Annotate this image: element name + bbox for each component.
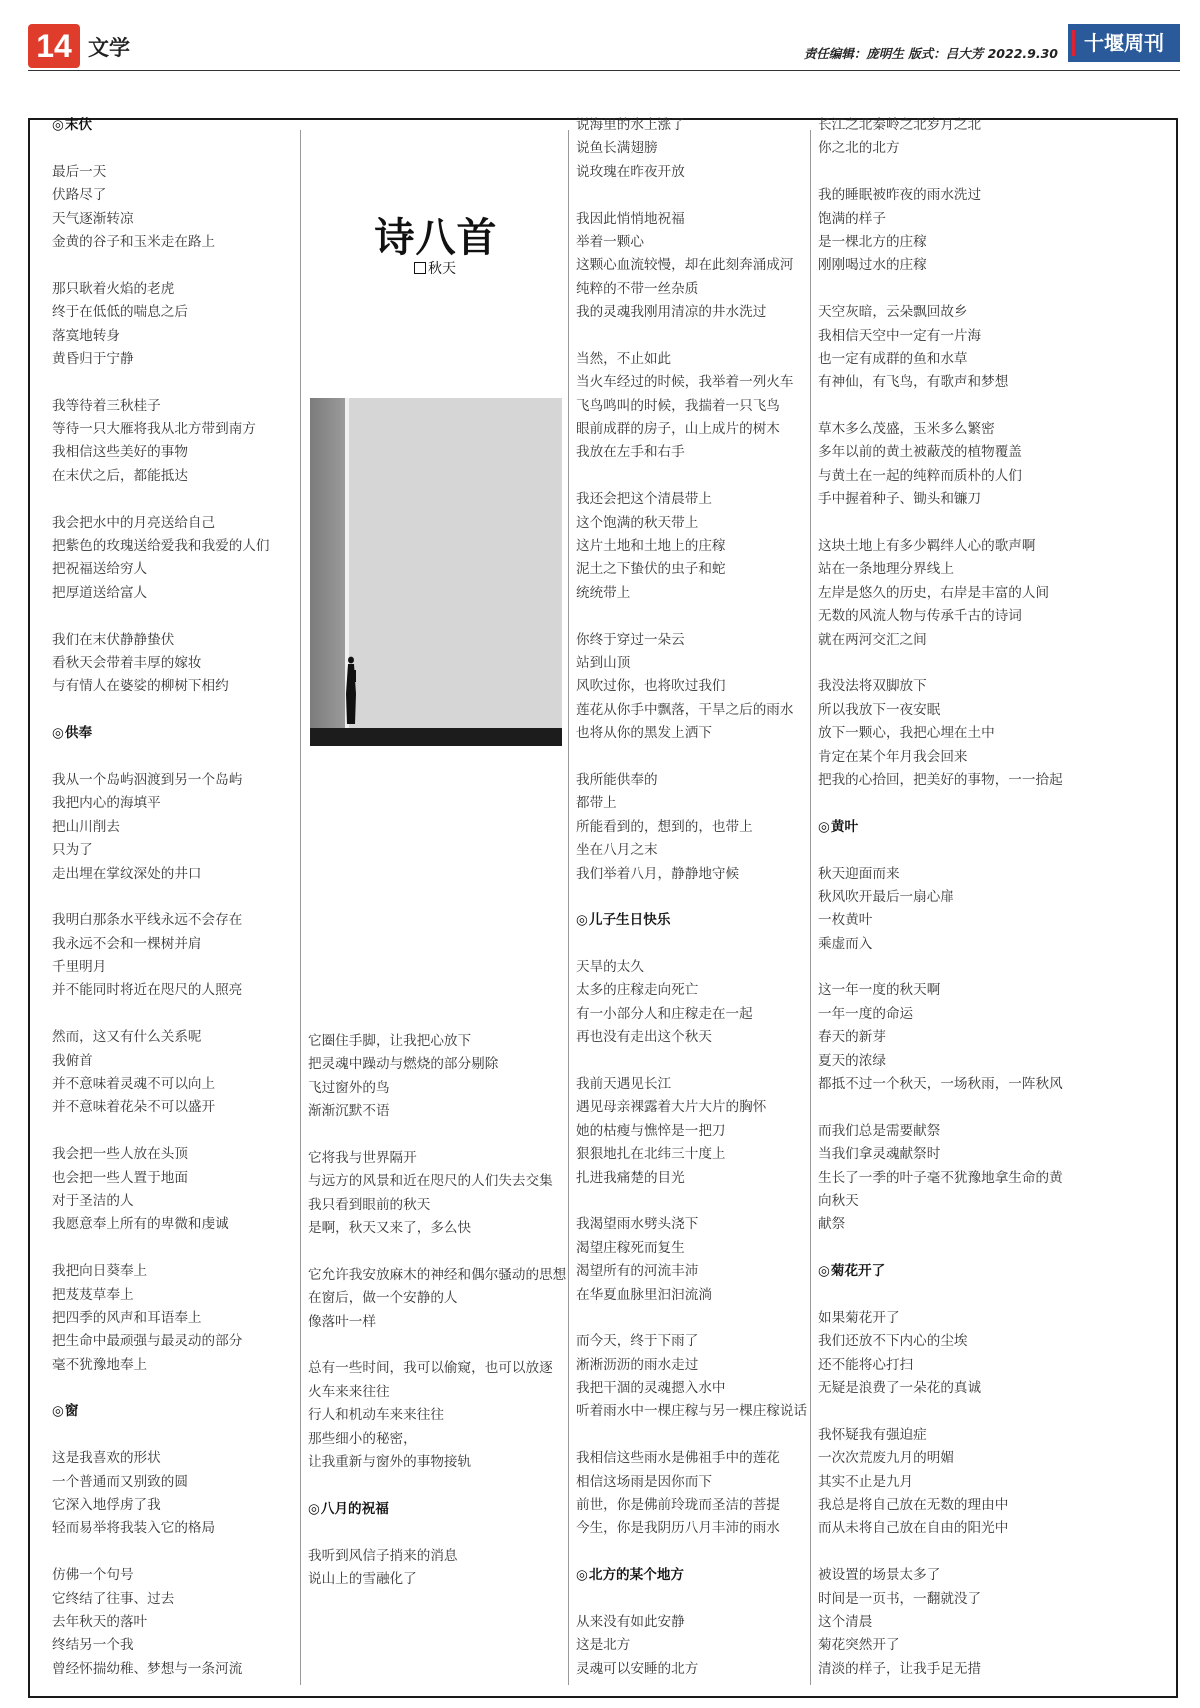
poem-subtitle: ◎ 菊花开了 bbox=[818, 1260, 1063, 1283]
stanza-break bbox=[52, 746, 270, 769]
poem-line: 总有一些时间，我可以偷窥，也可以放逐 bbox=[308, 1360, 553, 1377]
poem-line: 我相信这些美好的事物 bbox=[52, 444, 188, 461]
poem-line: 风吹过你，也将吹过我们 bbox=[576, 678, 726, 695]
stanza-break bbox=[818, 652, 1063, 675]
poem-line: 走出埋在掌纹深处的井口 bbox=[52, 865, 202, 882]
poem-line: 长江之北秦岭之北岁月之北 bbox=[818, 117, 982, 133]
poem-line: 我把向日葵奉上 bbox=[52, 1263, 148, 1280]
poem-line: 莲花从你手中飘落，干旱之后的雨水 bbox=[576, 701, 794, 718]
poem-line: 生长了一季的叶子毫不犹豫地拿生命的黄 bbox=[818, 1169, 1063, 1186]
stanza-break bbox=[52, 371, 270, 394]
poem-line: 与有情人在婆娑的柳树下相约 bbox=[52, 678, 229, 695]
column-divider bbox=[810, 130, 811, 1685]
poem-line: 那只耿着火焰的老虎 bbox=[52, 280, 175, 297]
poem-line: 扎进我痛楚的目光 bbox=[576, 1169, 685, 1186]
stanza-break bbox=[818, 839, 1063, 862]
poem-line: 它终结了往事、过去 bbox=[52, 1590, 175, 1607]
stanza-break bbox=[52, 1424, 270, 1447]
poem-subtitle: ◎ 窗 bbox=[52, 1400, 270, 1423]
stanza-break bbox=[818, 956, 1063, 979]
poem-line: 最后一天 bbox=[52, 163, 107, 180]
poem-subtitle: ◎ 末伏 bbox=[52, 114, 270, 137]
stanza-break bbox=[576, 605, 807, 628]
poem-line: 我等待着三秋桂子 bbox=[52, 397, 161, 414]
poem-line: 我们在末伏静静蛰伏 bbox=[52, 631, 175, 648]
poem-line: 你终于穿过一朵云 bbox=[576, 631, 685, 648]
poem-line: 我从一个岛屿泅渡到另一个岛屿 bbox=[52, 771, 243, 788]
poem-line: 说玫瑰在昨夜开放 bbox=[576, 163, 685, 180]
poem-line: 我把内心的海填平 bbox=[52, 795, 161, 812]
stanza-break bbox=[818, 512, 1063, 535]
stanza-break bbox=[52, 137, 270, 160]
poem-line: 我相信这些雨水是佛祖手中的莲花 bbox=[576, 1450, 780, 1467]
poem-subtitle: ◎ 供奉 bbox=[52, 722, 270, 745]
poem-line: 献祭 bbox=[818, 1216, 846, 1233]
poem-line: 我的睡眠被昨夜的雨水洗过 bbox=[818, 187, 982, 204]
poem-line: 有神仙，有飞鸟，有歌声和梦想 bbox=[818, 374, 1009, 391]
poem-line: 如果菊花开了 bbox=[818, 1309, 900, 1326]
poem-line: 统统带上 bbox=[576, 584, 631, 601]
poem-line: 把灵魂中躁动与燃烧的部分剔除 bbox=[308, 1056, 499, 1073]
stanza-break bbox=[52, 1120, 270, 1143]
stanza-break bbox=[576, 325, 807, 348]
poem-line: 纯粹的不带一丝杂质 bbox=[576, 280, 699, 297]
poem-line: 天空灰暗，云朵飘回故乡 bbox=[818, 304, 968, 321]
poem-line: 把祝福送给穷人 bbox=[52, 561, 148, 578]
poem-line: 狠狠地扎在北纬三十度上 bbox=[576, 1146, 726, 1163]
poem-line: 都抵不过一个秋天，一场秋雨，一阵秋风 bbox=[818, 1076, 1063, 1093]
poem-line: 飞鸟鸣叫的时候，我揣着一只飞鸟 bbox=[576, 397, 780, 414]
poem-line: 夏天的浓绿 bbox=[818, 1052, 886, 1069]
stanza-break bbox=[52, 488, 270, 511]
stanza-break bbox=[52, 1377, 270, 1400]
poem-line: 毫不犹豫地奉上 bbox=[52, 1356, 148, 1373]
stanza-break bbox=[576, 1588, 807, 1611]
poem-line: 灵魂可以安睡的北方 bbox=[576, 1660, 699, 1677]
poem-line: 它允许我安放麻木的神经和偶尔骚动的思想 bbox=[308, 1266, 567, 1283]
poem-line: 我愿意奉上所有的卑微和虔诚 bbox=[52, 1216, 229, 1233]
poem-line: 左岸是悠久的历史，右岸是丰富的人间 bbox=[818, 584, 1050, 601]
poem-line: 也将从你的黑发上洒下 bbox=[576, 725, 712, 742]
poem-line: 并不能同时将近在咫尺的人照亮 bbox=[52, 982, 243, 999]
stanza-break bbox=[818, 278, 1063, 301]
poem-line: 落寞地转身 bbox=[52, 327, 120, 344]
stanza-break bbox=[576, 886, 807, 909]
poem-line: 时间是一页书，一翻就没了 bbox=[818, 1590, 982, 1607]
stanza-break bbox=[576, 1307, 807, 1330]
column-divider bbox=[568, 130, 569, 1685]
poem-line: 说山上的雪融化了 bbox=[308, 1570, 417, 1587]
poem-line: 说海里的水上涨了 bbox=[576, 117, 685, 133]
stanza-break bbox=[308, 1521, 566, 1544]
stanza-break bbox=[52, 699, 270, 722]
poem-line: 听着雨水中一棵庄稼与另一棵庄稼说话 bbox=[576, 1403, 808, 1420]
poem-line: 把山川削去 bbox=[52, 818, 120, 835]
poem-line: 站到山顶 bbox=[576, 654, 631, 671]
poem-line: 轻而易举将我装入它的格局 bbox=[52, 1520, 216, 1537]
stanza-break bbox=[818, 1541, 1063, 1564]
brand-name: 十堰周刊 bbox=[1084, 31, 1164, 55]
poem-line: 无数的风流人物与传承千古的诗词 bbox=[818, 608, 1022, 625]
poem-line: 饱满的样子 bbox=[818, 210, 886, 227]
poem-line: 一枚黄叶 bbox=[818, 912, 873, 929]
editor-credits: 责任编辑：庞明生 版式：吕大芳 2022.9.30 bbox=[803, 46, 1058, 61]
text-column-1 bbox=[52, 114, 270, 1681]
stanza-break bbox=[308, 1241, 566, 1264]
poem-line: 就在两河交汇之间 bbox=[818, 631, 927, 648]
poem-line: 被设置的场景太多了 bbox=[818, 1567, 941, 1584]
poem-line: 看秋天会带着丰厚的嫁妆 bbox=[52, 654, 202, 671]
text-column-2 bbox=[308, 1030, 566, 1591]
poem-line: 与远方的风景和近在咫尺的人们失去交集 bbox=[308, 1173, 553, 1190]
poem-line: 我只看到眼前的秋天 bbox=[308, 1196, 431, 1213]
poem-line: 手中握着种子、锄头和镰刀 bbox=[818, 491, 982, 508]
text-column-3 bbox=[576, 114, 807, 1681]
poem-line: 我会把水中的月亮送给自己 bbox=[52, 514, 216, 531]
poem-subtitle: ◎ 八月的祝福 bbox=[308, 1498, 566, 1521]
stanza-break bbox=[576, 1541, 807, 1564]
poem-line: 把四季的风声和耳语奉上 bbox=[52, 1309, 202, 1326]
poem-line: 春天的新芽 bbox=[818, 1029, 886, 1046]
poem-line: 也会把一些人置于地面 bbox=[52, 1169, 188, 1186]
poem-line: 所能看到的，想到的，也带上 bbox=[576, 818, 753, 835]
stanza-break bbox=[52, 886, 270, 909]
poem-line: 一个普通而又别致的圆 bbox=[52, 1473, 188, 1490]
poem-line: 今生，你是我阴历八月丰沛的雨水 bbox=[576, 1520, 780, 1537]
poem-line: 肯定在某个年月我会回来 bbox=[818, 748, 968, 765]
poem-line: 站在一条地理分界线上 bbox=[818, 561, 954, 578]
poem-line: 等待一只大雁将我从北方带到南方 bbox=[52, 421, 256, 438]
poem-line: 是一棵北方的庄稼 bbox=[818, 233, 927, 250]
poem-line: 有一小部分人和庄稼走在一起 bbox=[576, 1005, 753, 1022]
poem-line: 放下一颗心，我把心埋在土中 bbox=[818, 725, 995, 742]
poem-line: 我所能供奉的 bbox=[576, 771, 658, 788]
stanza-break bbox=[576, 746, 807, 769]
stanza-break bbox=[308, 1474, 566, 1497]
poem-line: 我把干涸的灵魂摁入水中 bbox=[576, 1380, 726, 1397]
poem-line: 她的枯瘦与憔悴是一把刀 bbox=[576, 1122, 726, 1139]
poem-line: 终结另一个我 bbox=[52, 1637, 134, 1654]
poem-line: 我总是将自己放在无数的理由中 bbox=[818, 1497, 1009, 1514]
stanza-break bbox=[818, 161, 1063, 184]
column-divider bbox=[300, 130, 301, 1685]
poem-line: 在华夏血脉里汩汩流淌 bbox=[576, 1286, 712, 1303]
poem-line: 坐在八月之末 bbox=[576, 842, 658, 859]
poem-line: 我没法将双脚放下 bbox=[818, 678, 927, 695]
poem-line: 无疑是浪费了一朵花的真诚 bbox=[818, 1380, 982, 1397]
poem-line: 它圈住手脚，让我把心放下 bbox=[308, 1033, 472, 1049]
poem-line: 我永远不会和一棵树并肩 bbox=[52, 935, 202, 952]
poem-line: 所以我放下一夜安眠 bbox=[818, 701, 941, 718]
poem-line: 眼前成群的房子，山上成片的树木 bbox=[576, 421, 780, 438]
poem-line: 刚刚喝过水的庄稼 bbox=[818, 257, 927, 274]
poem-line: 这片土地和土地上的庄稼 bbox=[576, 538, 726, 555]
poem-line: 我们还放不下内心的尘埃 bbox=[818, 1333, 968, 1350]
poem-line: 这个清晨 bbox=[818, 1614, 873, 1630]
poem-line: 在窗后，做一个安静的人 bbox=[308, 1290, 458, 1307]
poem-line: 泥土之下蛰伏的虫子和蛇 bbox=[576, 561, 726, 578]
poem-line: 我放在左手和右手 bbox=[576, 444, 685, 461]
poem-line: 只为了 bbox=[52, 842, 93, 859]
poem-line: 渴望所有的河流丰沛 bbox=[576, 1263, 699, 1280]
poem-line: 把芨芨草奉上 bbox=[52, 1286, 134, 1303]
poem-line: 飞过窗外的鸟 bbox=[308, 1079, 390, 1096]
poem-line: 前世，你是佛前玲珑而圣洁的菩提 bbox=[576, 1497, 780, 1514]
poem-line: 多年以前的黄土被蔽茂的植物覆盖 bbox=[818, 444, 1022, 461]
poem-line: 乘虚而入 bbox=[818, 935, 873, 952]
poem-line: 天气逐渐转凉 bbox=[52, 210, 134, 227]
poem-line: 举着一颗心 bbox=[576, 233, 644, 250]
stanza-break bbox=[308, 1334, 566, 1357]
poem-line: 当我们拿灵魂献祭时 bbox=[818, 1146, 941, 1163]
poem-line: 对于圣洁的人 bbox=[52, 1192, 134, 1209]
poem-line: 而我们总是需要献祭 bbox=[818, 1122, 941, 1139]
poem-line: 行人和机动车来来往往 bbox=[308, 1407, 444, 1424]
poem-line: 让我重新与窗外的事物接轨 bbox=[308, 1454, 472, 1471]
page-header bbox=[28, 24, 1180, 71]
poem-line: 在末伏之后，都能抵达 bbox=[52, 467, 188, 484]
poem-line: 当火车经过的时候，我举着一列火车 bbox=[576, 374, 794, 391]
poem-line: 遇见母亲裸露着大片大片的胸怀 bbox=[576, 1099, 767, 1116]
poem-line: 秋天迎面而来 bbox=[818, 865, 900, 882]
poem-subtitle: ◎ 儿子生日快乐 bbox=[576, 909, 807, 932]
poem-line: 它深入地俘虏了我 bbox=[52, 1497, 161, 1514]
poem-line: 我俯首 bbox=[52, 1052, 93, 1069]
poem-line: 那些细小的秘密， bbox=[308, 1430, 417, 1447]
poem-line: 我们举着八月，静静地守候 bbox=[576, 865, 740, 882]
poem-line: 这个饱满的秋天带上 bbox=[576, 514, 699, 531]
page-number: 14 bbox=[28, 24, 80, 68]
text-column-4 bbox=[818, 114, 1063, 1681]
poem-line: 再也没有走出这个秋天 bbox=[576, 1029, 712, 1046]
poem-line: 渐渐沉默不语 bbox=[308, 1103, 390, 1120]
stanza-break bbox=[52, 254, 270, 277]
poem-line: 也一定有成群的鱼和水草 bbox=[818, 350, 968, 367]
poem-line: 我还会把这个清晨带上 bbox=[576, 491, 712, 508]
brand-logo bbox=[1068, 24, 1180, 62]
poem-line: 相信这场雨是因你而下 bbox=[576, 1473, 712, 1490]
poem-line: 我会把一些人放在头顶 bbox=[52, 1146, 188, 1163]
poem-line: 我明白那条水平线永远不会存在 bbox=[52, 912, 243, 929]
poem-line: 伏路尽了 bbox=[52, 187, 107, 204]
feature-title: 诗八首 bbox=[374, 214, 498, 261]
poem-line: 一年一度的命运 bbox=[818, 1005, 914, 1022]
author-name: 秋天 bbox=[428, 261, 456, 277]
poem-line: 去年秋天的落叶 bbox=[52, 1614, 148, 1630]
feature-author bbox=[414, 258, 456, 278]
poem-line: 把厚道送给富人 bbox=[52, 584, 148, 601]
stanza-break bbox=[818, 792, 1063, 815]
poem-line: 菊花突然开了 bbox=[818, 1637, 900, 1654]
author-square-icon bbox=[414, 262, 426, 274]
poem-line: 说鱼长满翅膀 bbox=[576, 140, 658, 157]
poem-line: 是啊，秋天又来了，多么快 bbox=[308, 1220, 472, 1237]
poem-line: 秋风吹开最后一扇心扉 bbox=[818, 888, 954, 905]
stanza-break bbox=[576, 1050, 807, 1073]
poem-line: 我的灵魂我刚用清凉的井水洗过 bbox=[576, 304, 767, 321]
poem-line: 这是北方 bbox=[576, 1637, 631, 1654]
poem-line: 曾经怀揣幼稚、梦想与一条河流 bbox=[52, 1660, 243, 1677]
brand-bar-decoration bbox=[1072, 30, 1075, 56]
poem-line: 这一年一度的秋天啊 bbox=[818, 982, 941, 999]
poem-line: 并不意味着灵魂不可以向上 bbox=[52, 1076, 216, 1093]
poem-subtitle: ◎ 黄叶 bbox=[818, 816, 1063, 839]
poem-line: 千里明月 bbox=[52, 959, 107, 976]
poem-line: 并不意味着花朵不可以盛开 bbox=[52, 1099, 216, 1116]
poem-line: 你之北的北方 bbox=[818, 140, 900, 157]
poem-line: 把紫色的玫瑰送给爱我和我爱的人们 bbox=[52, 538, 270, 555]
poem-line: 像落叶一样 bbox=[308, 1313, 376, 1330]
stanza-break bbox=[818, 1096, 1063, 1119]
poem-line: 我相信天空中一定有一片海 bbox=[818, 327, 982, 344]
poem-line: 天旱的太久 bbox=[576, 959, 644, 976]
poem-line: 把生命中最顽强与最灵动的部分 bbox=[52, 1333, 243, 1350]
poem-line: 我怀疑我有强迫症 bbox=[818, 1426, 927, 1443]
poem-line: 与黄土在一起的纯粹而质朴的人们 bbox=[818, 467, 1022, 484]
poem-line: 把我的心拾回，把美好的事物，一一拾起 bbox=[818, 771, 1063, 788]
stanza-break bbox=[818, 1284, 1063, 1307]
stanza-break bbox=[52, 605, 270, 628]
poem-line: 一次次荒废九月的明媚 bbox=[818, 1450, 954, 1467]
poem-line: 这颗心血流较慢，却在此刻奔涌成河 bbox=[576, 257, 794, 274]
stanza-break bbox=[818, 1237, 1063, 1260]
poem-line: 这是我喜欢的形状 bbox=[52, 1450, 161, 1467]
poem-line: 然而，这又有什么关系呢 bbox=[52, 1029, 202, 1046]
stanza-break bbox=[576, 1424, 807, 1447]
poem-line: 而今天，终于下雨了 bbox=[576, 1333, 699, 1350]
poem-line: 我前天遇见长江 bbox=[576, 1076, 672, 1093]
poem-subtitle: ◎ 北方的某个地方 bbox=[576, 1564, 807, 1587]
poem-line: 淅淅沥沥的雨水走过 bbox=[576, 1356, 699, 1373]
stanza-break bbox=[52, 1003, 270, 1026]
poem-line: 而从未将自己放在自由的阳光中 bbox=[818, 1520, 1009, 1537]
poem-line: 火车来来往往 bbox=[308, 1383, 390, 1400]
poem-line: 向秋天 bbox=[818, 1192, 859, 1209]
poem-line: 草木多么茂盛，玉米多么繁密 bbox=[818, 421, 995, 438]
poem-line: 还不能将心打扫 bbox=[818, 1356, 914, 1373]
poem-line: 我渴望雨水劈头浇下 bbox=[576, 1216, 699, 1233]
stanza-break bbox=[818, 395, 1063, 418]
poem-line: 黄昏归于宁静 bbox=[52, 350, 134, 367]
feature-photo bbox=[310, 398, 562, 746]
stanza-break bbox=[818, 1400, 1063, 1423]
poem-line: 其实不止是九月 bbox=[818, 1473, 914, 1490]
poem-line: 这块土地上有多少羁绊人心的歌声啊 bbox=[818, 538, 1036, 555]
poem-line: 仿佛一个句号 bbox=[52, 1567, 134, 1584]
poem-line: 我因此悄悄地祝福 bbox=[576, 210, 685, 227]
poem-line: 终于在低低的喘息之后 bbox=[52, 304, 188, 321]
section-title: 文学 bbox=[88, 36, 130, 60]
stanza-break bbox=[52, 1541, 270, 1564]
photo-illustration bbox=[310, 398, 562, 746]
stanza-break bbox=[576, 933, 807, 956]
poem-line: 从来没有如此安静 bbox=[576, 1614, 685, 1630]
stanza-break bbox=[576, 184, 807, 207]
stanza-break bbox=[576, 465, 807, 488]
stanza-break bbox=[52, 1237, 270, 1260]
poem-line: 金黄的谷子和玉米走在路上 bbox=[52, 233, 216, 250]
poem-line: 它将我与世界隔开 bbox=[308, 1149, 417, 1166]
poem-line: 渴望庄稼死而复生 bbox=[576, 1239, 685, 1256]
poem-line: 当然，不止如此 bbox=[576, 350, 672, 367]
poem-line: 都带上 bbox=[576, 795, 617, 812]
poem-line: 我听到风信子捎来的消息 bbox=[308, 1547, 458, 1564]
poem-line: 太多的庄稼走向死亡 bbox=[576, 982, 699, 999]
stanza-break bbox=[576, 1190, 807, 1213]
stanza-break bbox=[308, 1124, 566, 1147]
poem-line: 清淡的样子，让我手足无措 bbox=[818, 1660, 982, 1677]
